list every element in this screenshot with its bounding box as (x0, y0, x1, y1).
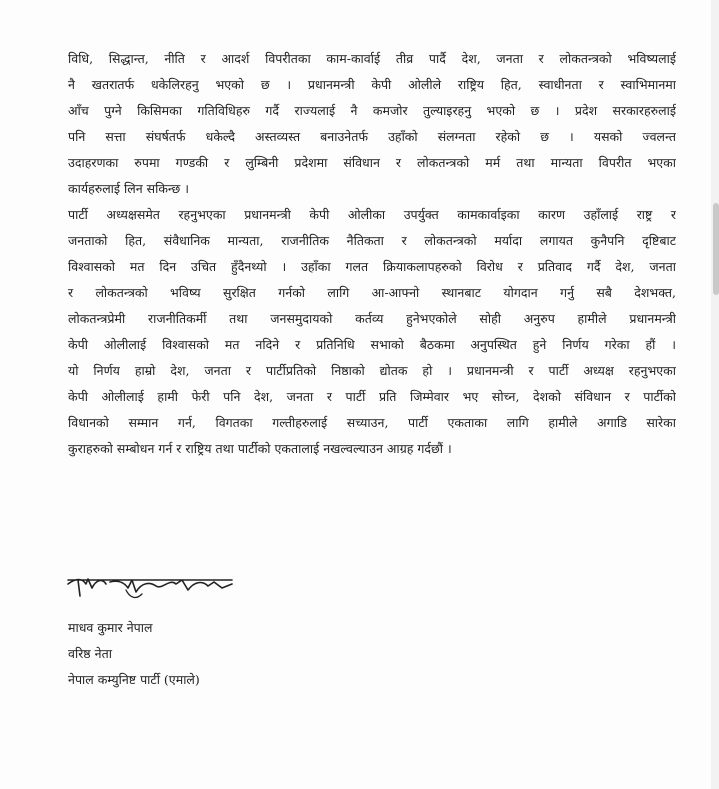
body-line: र लोकतन्त्रको भविष्य सुरक्षित गर्नको लागि आ-आफ्नो स्थानबाट योगदान गर्नु सबै देशभक्त, (68, 285, 676, 300)
body-line: कार्यहरुलाई लिन सकिन्छ । (68, 181, 189, 196)
scrollbar-thumb[interactable] (713, 203, 719, 295)
body-line: पनि सत्ता संघर्षतर्फ धकेल्दै अस्तव्यस्त बनाउनेतर्फ उहाँको संलग्नता रहेको छ । यसको ज्वलन्त (68, 129, 676, 144)
body-line: आँच पुग्ने किसिमका गतिविधिहरु गर्दै राज्यलाई नै कमजोर तुल्याइरहनु भएको छ । प्रदेश सरकारहरुलाई (68, 103, 676, 118)
body-line: यो निर्णय हाम्रो देश, जनता र पार्टीप्रतिको निष्ठाको द्योतक हो । प्रधानमन्त्री र पार्टी अध्यक्ष रहनुभएका (68, 363, 676, 378)
body-line: नै खतरातर्फ धकेलिरहनु भएको छ । प्रधानमन्त्री केपी ओलीले राष्ट्रिय हित, स्वाधीनता र स्वाभिमानमा (68, 77, 676, 92)
signoff-block (68, 615, 200, 693)
body-line: जनताको हित, संवैधानिक मान्यता, राजनीतिक नैतिकता र लोकतन्त्रको मर्यादा लगायत कुनैपनि दृष्टिबाट (68, 233, 676, 248)
body-line: केपी ओलीलाई विश्वासको मत नदिने र प्रतिनिधि सभाको बैठकमा अनुपस्थित हुने निर्णय गरेका हौं । (68, 337, 676, 352)
scrollbar-track[interactable] (711, 0, 719, 789)
body-line: उदाहरणका रुपमा गण्डकी र लुम्बिनी प्रदेशमा संविधान र लोकतन्त्रको मर्म तथा मान्यता विपरीत भएका (68, 155, 676, 170)
body-line: विधानको सम्मान गर्न, विगतका गल्तीहरुलाई सच्याउन, पार्टी एकताका लागि हामीले अगाडि सारेका (68, 415, 676, 430)
signatory-name: माधव कुमार नेपाल (68, 620, 153, 635)
body-line: लोकतन्त्रप्रेमी राजनीतिकर्मी तथा जनसमुदायको कर्तव्य हुनेभएकोले सोही अनुरुप हामीले प्रधानमन्त्री (68, 311, 676, 326)
signatory-party: नेपाल कम्युनिष्ट पार्टी (एमाले) (68, 672, 200, 687)
handwritten-signature (66, 570, 236, 604)
signatory-position: वरिष्ठ नेता (68, 646, 112, 661)
body-line: विधि, सिद्धान्त, नीति र आदर्श विपरीतका काम-कार्वाई तीव्र पार्दै देश, जनता र लोकतन्त्रको भविष्यलाई (68, 51, 676, 66)
body-line: पार्टी अध्यक्षसमेत रहनुभएका प्रधानमन्त्री केपी ओलीका उपर्युक्त कामकार्वाइका कारण उहाँलाई राष्ट्र र (68, 207, 676, 222)
body-line: विश्वासको मत दिन उचित हुँदैनथ्यो । उहाँका गलत क्रियाकलापहरुको विरोध र प्रतिवाद गर्दै देश, जनता (68, 259, 676, 274)
letter-body (68, 46, 676, 462)
body-line: कुराहरुको सम्बोधन गर्न र राष्ट्रिय तथा पार्टीको एकतालाई नखल्वल्याउन आग्रह गर्दछौं । (68, 441, 452, 456)
body-line: केपी ओलीलाई हामी फेरी पनि देश, जनता र पार्टी प्रति जिम्मेवार भए सोच्न, देशको संविधान र पार्टीको (68, 389, 676, 404)
